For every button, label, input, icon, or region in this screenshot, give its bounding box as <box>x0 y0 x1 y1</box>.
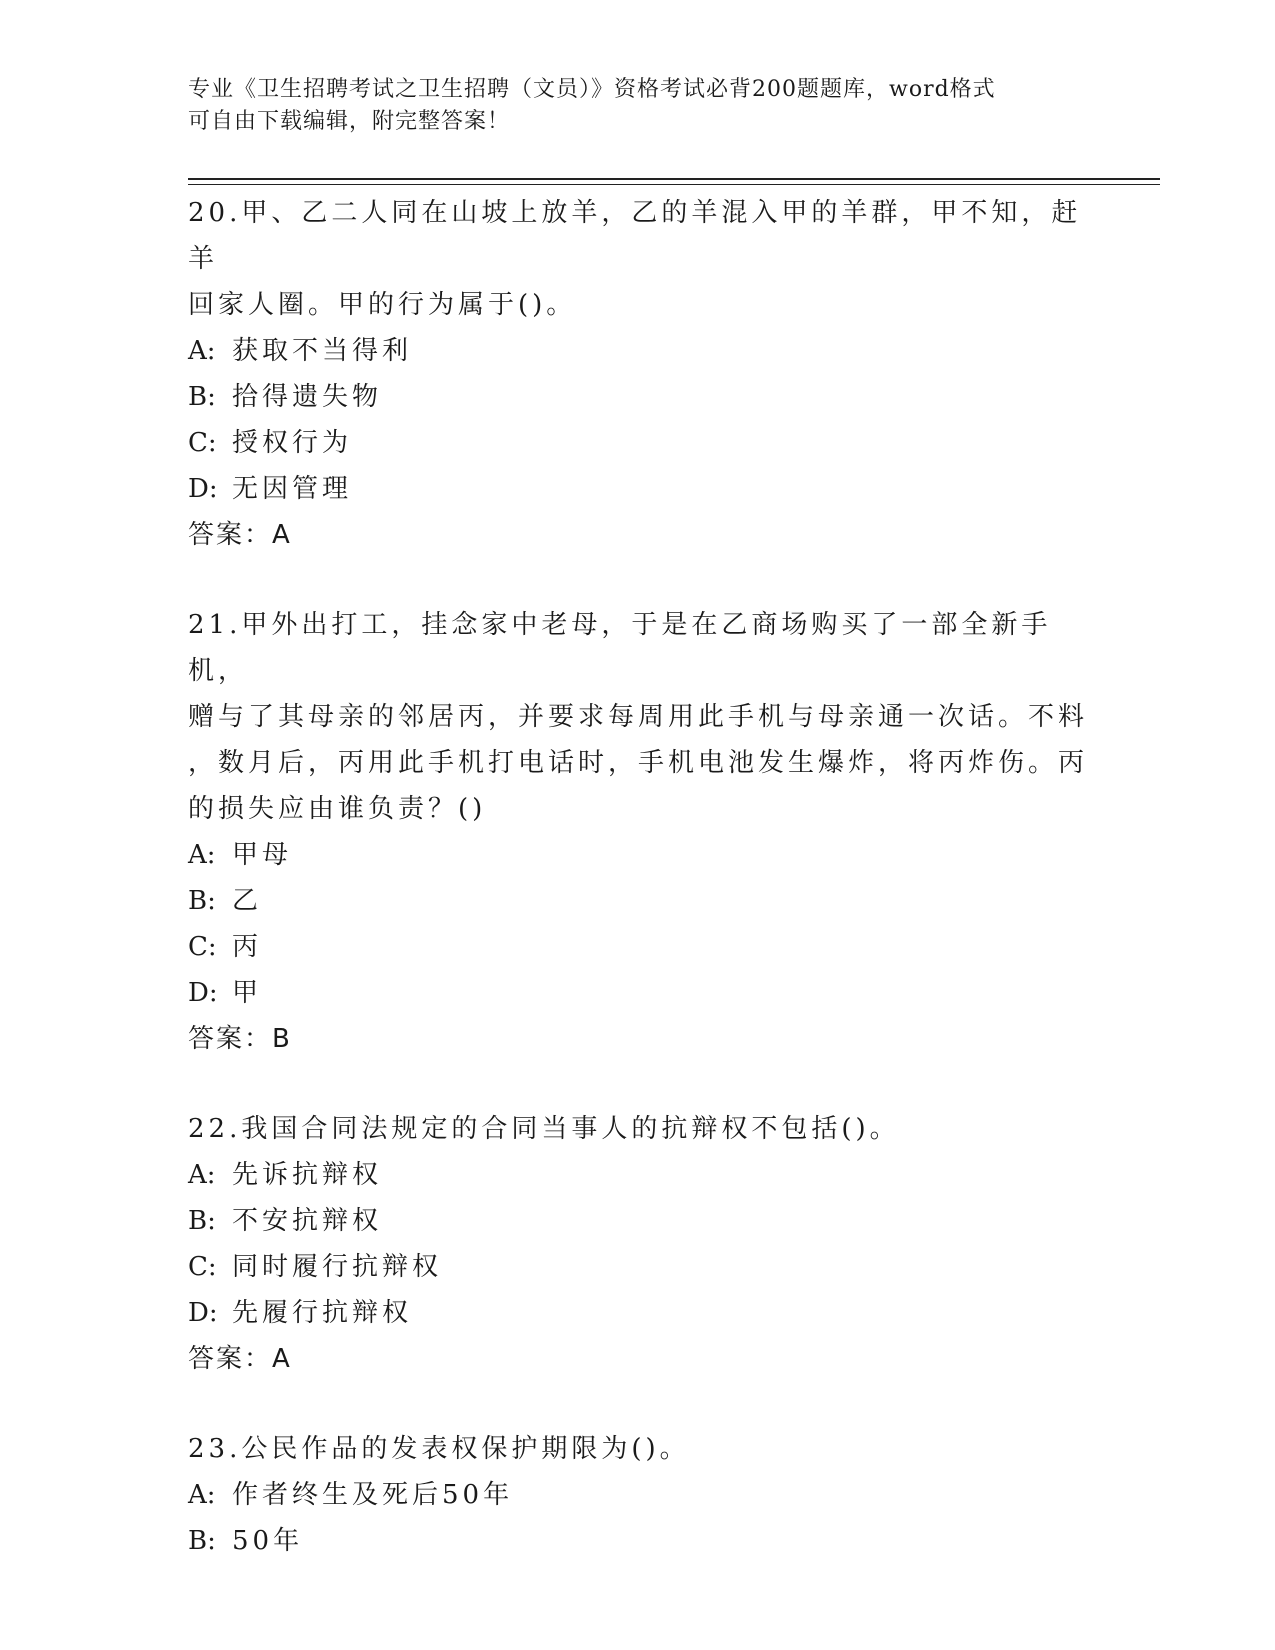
option-text: 50年 <box>232 1526 304 1556</box>
option-letter: D: <box>188 1298 218 1328</box>
option-c <box>188 420 1088 466</box>
question-21 <box>188 602 1088 1062</box>
answer-line: 答案：A <box>188 1344 292 1374</box>
option-text: 不安抗辩权 <box>232 1206 383 1236</box>
option-letter: B: <box>188 1206 216 1236</box>
option-c <box>188 924 1088 970</box>
option-letter: D: <box>188 474 218 504</box>
option-text: 乙 <box>232 886 263 916</box>
option-letter: D: <box>188 978 218 1008</box>
question-20 <box>188 190 1088 558</box>
option-text: 作者终生及死后50年 <box>232 1480 514 1510</box>
question-23 <box>188 1426 1088 1564</box>
option-a <box>188 328 1088 374</box>
option-text: 先履行抗辩权 <box>232 1298 413 1328</box>
option-text: 授权行为 <box>232 428 353 458</box>
option-text: 拾得遗失物 <box>232 382 383 412</box>
option-d <box>188 1290 1088 1336</box>
option-b <box>188 1518 1088 1564</box>
option-letter: B: <box>188 1526 216 1556</box>
question-text-line: 赠与了其母亲的邻居丙，并要求每周用此手机与母亲通一次话。不料 <box>188 702 1089 732</box>
header-divider-thin <box>188 184 1160 185</box>
answer-line: 答案：A <box>188 520 292 550</box>
option-letter: C: <box>188 932 217 962</box>
question-text-line: 20.甲、乙二人同在山坡上放羊，乙的羊混入甲的羊群，甲不知，赶羊 <box>188 198 1082 274</box>
answer-line: 答案：B <box>188 1024 292 1054</box>
option-a <box>188 832 1088 878</box>
option-d <box>188 466 1088 512</box>
option-letter: C: <box>188 428 217 458</box>
option-text: 甲 <box>232 978 263 1008</box>
option-b <box>188 878 1088 924</box>
option-text: 丙 <box>232 932 263 962</box>
option-d <box>188 970 1088 1016</box>
option-letter: A: <box>188 1160 216 1190</box>
option-a <box>188 1472 1088 1518</box>
header-line-2: 可自由下载编辑，附完整答案！ <box>188 109 511 134</box>
option-text: 无因管理 <box>232 474 353 504</box>
question-text-line: 22.我国合同法规定的合同当事人的抗辩权不包括()。 <box>188 1114 900 1144</box>
question-list <box>188 190 1088 1564</box>
option-text: 同时履行抗辩权 <box>232 1252 443 1282</box>
option-letter: B: <box>188 382 216 412</box>
option-a <box>188 1152 1088 1198</box>
question-text-line: 21.甲外出打工，挂念家中老母，于是在乙商场购买了一部全新手机， <box>188 610 1052 686</box>
question-text-line: 23.公民作品的发表权保护期限为()。 <box>188 1434 690 1464</box>
option-c <box>188 1244 1088 1290</box>
option-text: 获取不当得利 <box>232 336 413 366</box>
option-letter: A: <box>188 840 216 870</box>
question-22 <box>188 1106 1088 1382</box>
option-text: 先诉抗辩权 <box>232 1160 383 1190</box>
option-letter: A: <box>188 336 216 366</box>
header-line-1: 专业《卫生招聘考试之卫生招聘（文员）》资格考试必背200题题库，word格式 <box>188 77 996 102</box>
option-b <box>188 1198 1088 1244</box>
question-text-line: ，数月后，丙用此手机打电话时，手机电池发生爆炸，将丙炸伤。丙 <box>188 748 1089 778</box>
question-text-line: 回家人圈。甲的行为属于()。 <box>188 290 577 320</box>
option-letter: C: <box>188 1252 217 1282</box>
option-b <box>188 374 1088 420</box>
header-divider-thick <box>188 178 1160 180</box>
option-letter: A: <box>188 1480 216 1510</box>
document-header <box>188 74 1068 138</box>
question-text-line: 的损失应由谁负责？() <box>188 794 487 824</box>
option-text: 甲母 <box>232 840 293 870</box>
option-letter: B: <box>188 886 216 916</box>
